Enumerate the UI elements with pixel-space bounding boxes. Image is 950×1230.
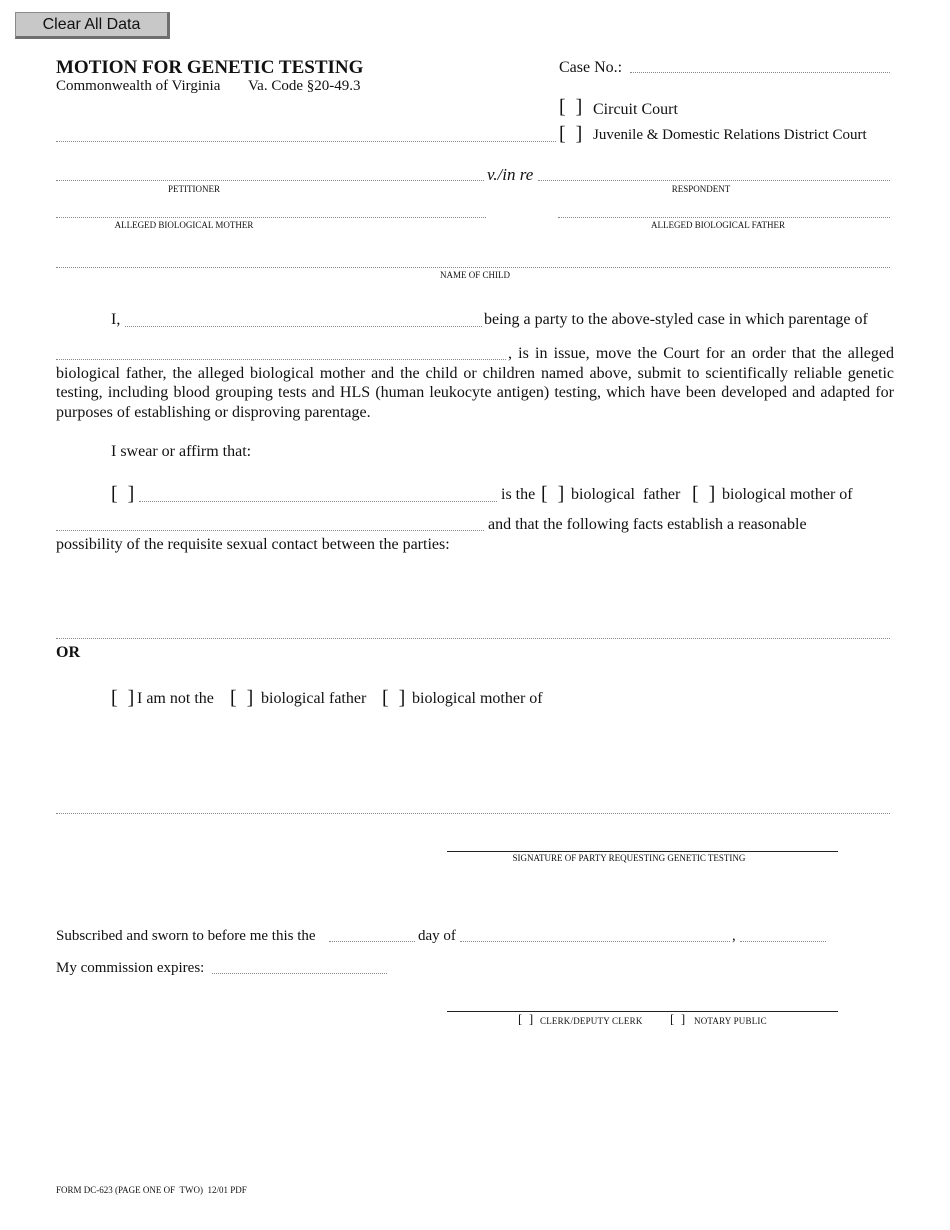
case-no-label: Case No.: <box>559 59 623 76</box>
comma-text: , <box>732 928 736 944</box>
case-no-field[interactable] <box>630 72 890 73</box>
or-label: OR <box>56 644 80 661</box>
jdr-court-label: Juvenile & Domestic Relations District Court <box>593 127 867 143</box>
bio-mother-text: biological mother of <box>722 486 853 503</box>
party-signature-label: SIGNATURE OF PARTY REQUESTING GENETIC TESTING <box>512 853 746 863</box>
form-id: FORM DC-623 (PAGE ONE OF TWO) 12/01 PDF <box>56 1185 247 1195</box>
clerk-signature-line[interactable] <box>447 1011 838 1012</box>
party-name-field[interactable] <box>125 326 482 327</box>
court-name-field[interactable] <box>56 141 556 142</box>
not-father-checkbox[interactable]: [ ] <box>230 687 254 709</box>
mother-label: ALLEGED BIOLOGICAL MOTHER <box>114 220 254 230</box>
bio-father-checkbox[interactable]: [ ] <box>541 483 565 505</box>
statute-code: Va. Code §20-49.3 <box>248 78 361 94</box>
form-title: MOTION FOR GENETIC TESTING <box>56 57 364 78</box>
month-field[interactable] <box>460 941 730 942</box>
circuit-court-label: Circuit Court <box>593 101 678 118</box>
swear-checkbox[interactable]: [ ] <box>111 483 135 505</box>
jurisdiction: Commonwealth of Virginia <box>56 78 221 94</box>
not-the-text: I am not the <box>137 690 214 707</box>
child-name-field[interactable] <box>56 267 890 268</box>
mother-field[interactable] <box>56 217 486 218</box>
not-parent-of-field[interactable] <box>56 813 890 814</box>
notary-checkbox[interactable]: [ ] <box>670 1011 686 1026</box>
party-signature-line[interactable] <box>447 851 838 852</box>
facts-field[interactable] <box>56 638 890 639</box>
commission-expires-field[interactable] <box>212 973 387 974</box>
clerk-checkbox[interactable]: [ ] <box>518 1011 534 1026</box>
day-field[interactable] <box>329 941 415 942</box>
bio-father-text: biological father <box>571 486 681 503</box>
clear-all-data-button[interactable]: Clear All Data <box>15 12 170 39</box>
bio-mother-checkbox[interactable]: [ ] <box>692 483 716 505</box>
intro-i: I, <box>111 311 121 328</box>
respondent-label: RESPONDENT <box>671 184 731 194</box>
intro-rest: being a party to the above-styled case in which parentage of <box>484 311 868 328</box>
subscribed-text: Subscribed and sworn to before me this the <box>56 928 316 944</box>
father-label: ALLEGED BIOLOGICAL FATHER <box>651 220 785 230</box>
father-field[interactable] <box>558 217 890 218</box>
swear-statement: I swear or affirm that: <box>111 443 252 460</box>
jdr-court-checkbox[interactable]: [ ] <box>559 123 583 145</box>
petitioner-label: PETITIONER <box>168 184 220 194</box>
not-mother-checkbox[interactable]: [ ] <box>382 687 406 709</box>
clerk-label: CLERK/DEPUTY CLERK <box>540 1016 643 1026</box>
facts-text-2: possibility of the requisite sexual contact between the parties: <box>56 536 450 553</box>
not-father-text: biological father <box>261 690 367 707</box>
petitioner-field[interactable] <box>56 180 484 181</box>
not-mother-text: biological mother of <box>412 690 543 707</box>
swear-name-field[interactable] <box>139 501 497 502</box>
respondent-field[interactable] <box>538 180 890 181</box>
motion-paragraph: , is in issue, move the Court for an order that the alleged biological father, the alleged biological mother and the child or children named above, submit to scientifically reliable genetic testing, including blood grouping tests and HLS (human leukocyte antigen) testing, which have been developed and adapted for purposes of establishing or disproving parentage. <box>56 345 894 421</box>
year-field[interactable] <box>740 941 826 942</box>
is-the-text: is the <box>501 486 536 503</box>
not-checkbox[interactable]: [ ] <box>111 687 135 709</box>
circuit-court-checkbox[interactable]: [ ] <box>559 96 583 118</box>
child-name-label: NAME OF CHILD <box>439 270 510 280</box>
facts-text: and that the following facts establish a reasonable <box>488 516 807 533</box>
child-of-field[interactable] <box>56 530 484 531</box>
notary-label: NOTARY PUBLIC <box>694 1016 767 1026</box>
day-of-text: day of <box>418 928 456 944</box>
commission-text: My commission expires: <box>56 960 205 976</box>
versus-label: v./in re <box>487 165 534 184</box>
